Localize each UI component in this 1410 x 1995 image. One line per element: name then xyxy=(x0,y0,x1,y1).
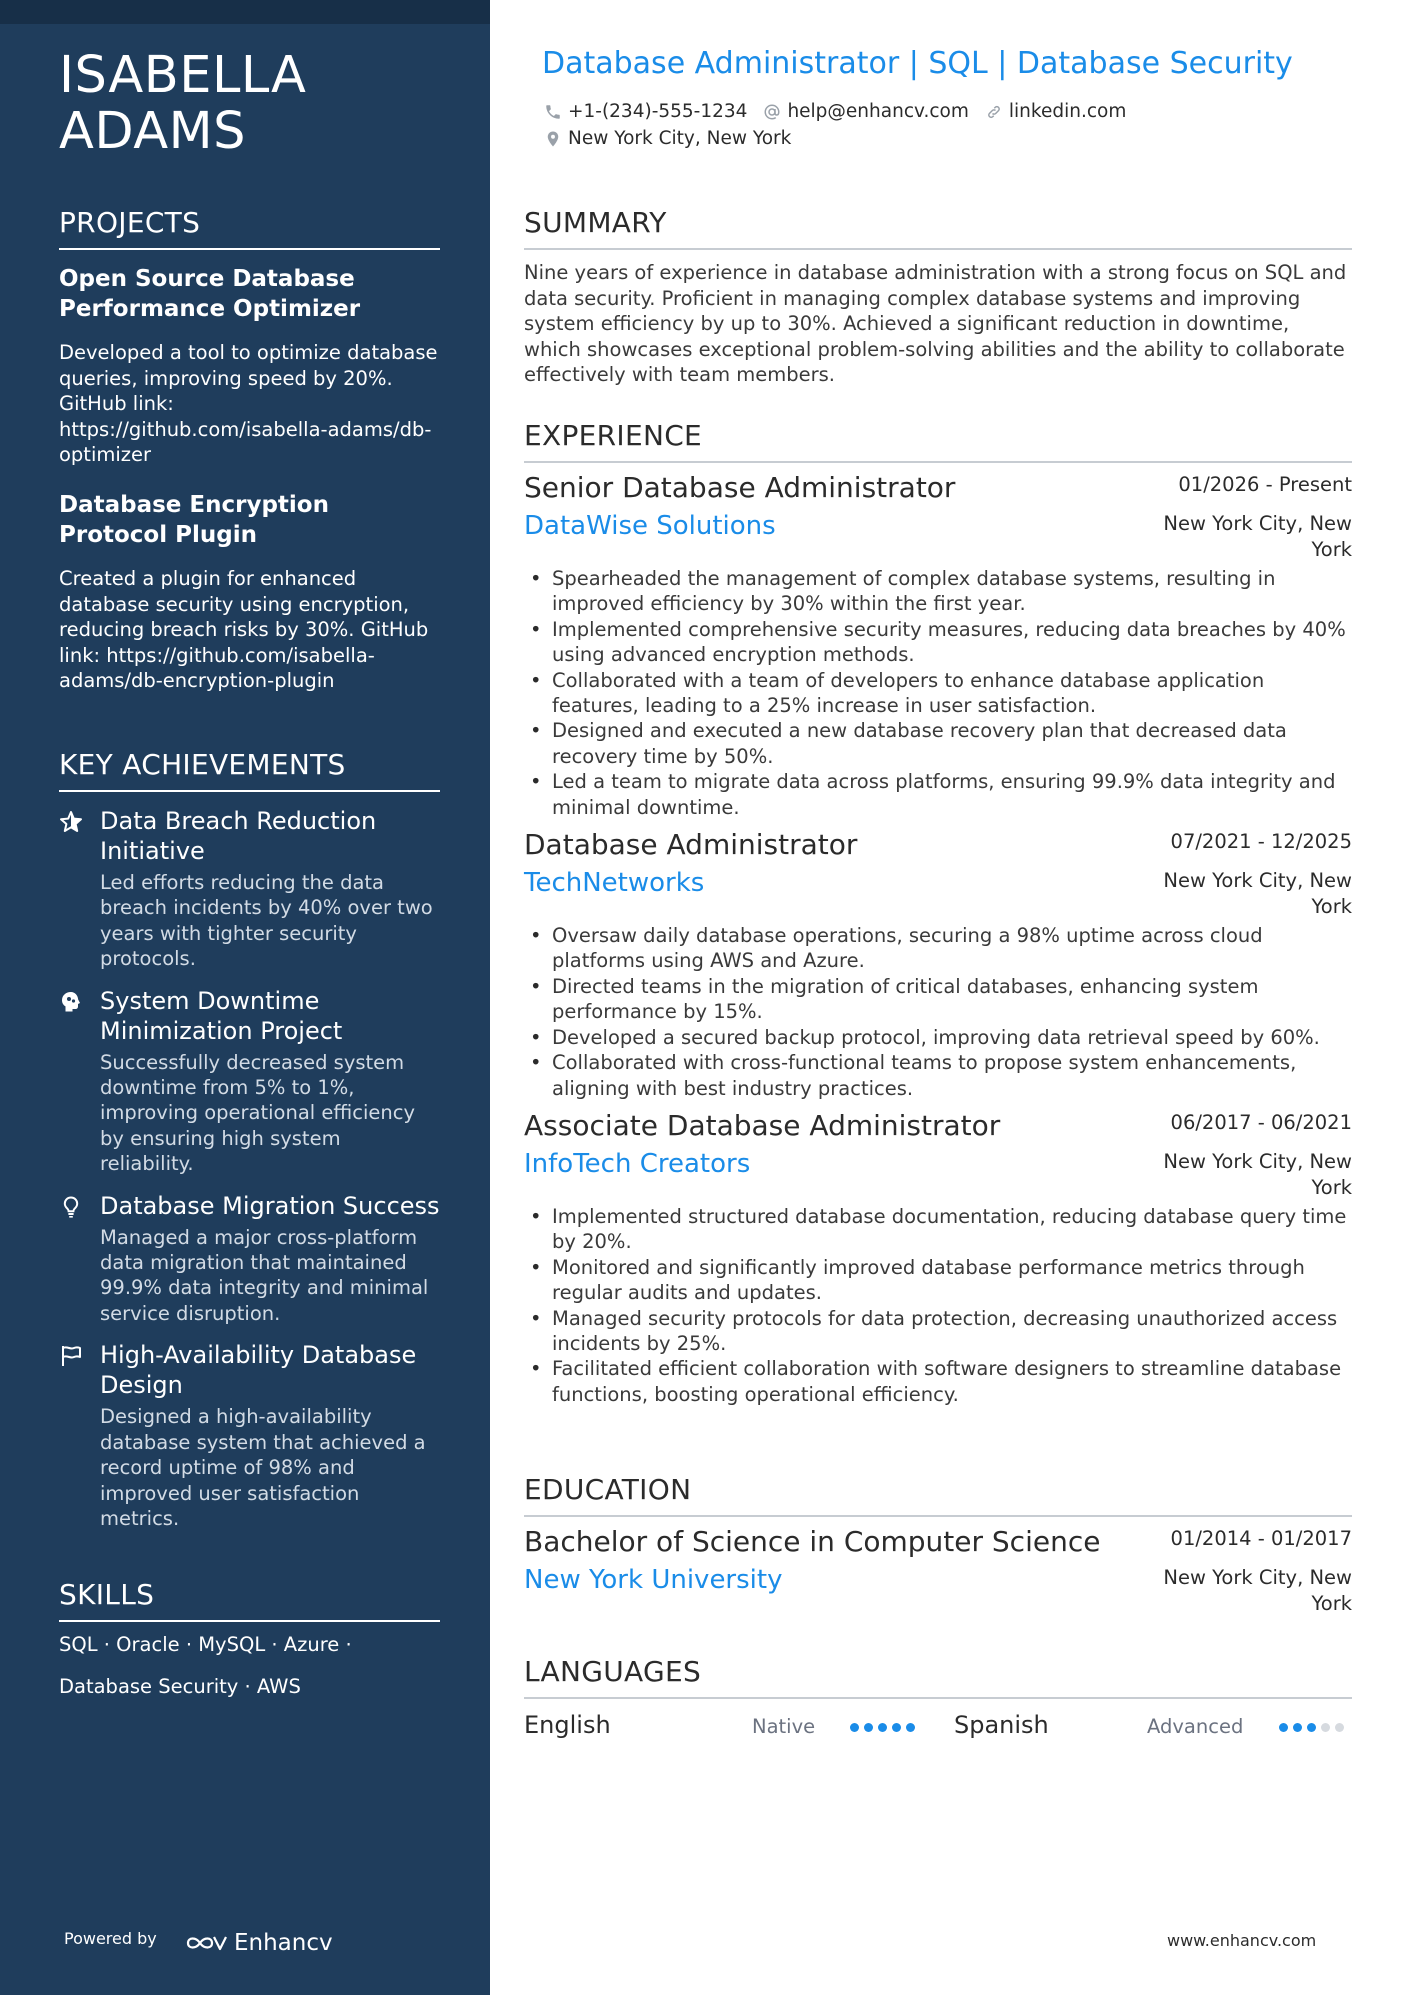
skills-heading: SKILLS xyxy=(59,1578,440,1622)
languages-row xyxy=(524,1707,1352,1751)
achievement-item xyxy=(59,986,440,1177)
powered-by-label: Powered by xyxy=(64,1929,157,1948)
projects-section xyxy=(59,206,440,716)
star-icon xyxy=(59,810,83,834)
enhancv-logo[interactable] xyxy=(184,1930,333,1956)
job-bullet: • Facilitated efficient collaboration with software designers to streamline database functions, boosting operational efficiency. xyxy=(524,1356,1352,1407)
education-section xyxy=(524,1473,1352,1620)
achievement-item xyxy=(59,1340,440,1531)
name-line-1: ISABELLA xyxy=(59,46,307,105)
sidebar xyxy=(0,0,490,1995)
language-name: English xyxy=(524,1711,611,1739)
skills-section xyxy=(59,1578,440,1708)
project-description: Developed a tool to optimize database queries, improving speed by 20%. GitHub link: https://github.com/isabella-adams/db-optimizer xyxy=(59,341,438,467)
job-bullets xyxy=(524,923,1352,1101)
job-bullet: • Monitored and significantly improved database performance metrics through regular audits and updates. xyxy=(524,1255,1352,1306)
job-bullet: • Collaborated with cross-functional teams to propose system enhancements, aligning with best industry practices. xyxy=(524,1050,1352,1101)
location-text: New York City, New York xyxy=(568,128,792,149)
job-bullet: • Directed teams in the migration of critical databases, enhancing system performance by 15%. xyxy=(524,974,1352,1025)
languages-heading: LANGUAGES xyxy=(524,1655,1352,1699)
job-entry xyxy=(524,826,1352,1101)
rating-dot xyxy=(1335,1723,1344,1732)
language-rating xyxy=(1279,1723,1344,1732)
linkedin-text: linkedin.com xyxy=(1008,101,1127,122)
job-location: New York City, New York xyxy=(1163,1149,1352,1199)
phone-text: +1-(234)-555-1234 xyxy=(568,101,748,122)
achievement-title: Data Breach Reduction Initiative xyxy=(100,807,377,865)
job-bullet: • Implemented comprehensive security measures, reducing data breaches by 40% using advanced encryption methods. xyxy=(524,617,1352,668)
footer-url[interactable]: www.enhancv.com xyxy=(1167,1931,1317,1950)
achievement-description: Led efforts reducing the data breach incidents by 40% over two years with tighter security protocols. xyxy=(100,871,433,971)
job-bullets xyxy=(524,1204,1352,1407)
achievement-description: Successfully decreased system downtime from 5% to 1%, improving operational efficiency by ensuring high system reliability. xyxy=(100,1050,415,1176)
job-title: Associate Database Administrator xyxy=(524,1108,1001,1142)
summary-section xyxy=(524,206,1352,388)
company-name[interactable]: InfoTech Creators xyxy=(524,1148,751,1179)
headline: Database Administrator | SQL | Database Security xyxy=(542,46,1293,81)
job-dates: 01/2026 - Present xyxy=(1178,473,1352,496)
job-bullet: • Developed a secured backup protocol, improving data retrieval speed by 60%. xyxy=(524,1025,1352,1050)
achievement-title: Database Migration Success xyxy=(100,1191,440,1220)
achievement-title: High-Availability Database Design xyxy=(100,1341,417,1400)
job-location: New York City, New York xyxy=(1163,869,1352,918)
experience-section xyxy=(524,419,1352,1407)
job-location: New York City, New York xyxy=(1163,512,1352,561)
job-title: Database Administrator xyxy=(524,828,858,862)
job-bullet: • Led a team to migrate data across platforms, ensuring 99.9% data integrity and minimal downtime. xyxy=(524,769,1352,820)
contact-row xyxy=(544,128,791,149)
achievement-item xyxy=(59,806,440,972)
project-item xyxy=(59,264,440,468)
projects-heading: PROJECTS xyxy=(59,206,440,250)
email-text: help@enhancv.com xyxy=(787,101,969,122)
job-bullet: • Managed security protocols for data protection, decreasing unauthorized access incidents by 25%. xyxy=(524,1306,1352,1357)
phone-icon xyxy=(544,103,562,121)
at-icon xyxy=(763,103,781,121)
education-location: New York City, New York xyxy=(1163,1566,1352,1615)
job-bullet: • Implemented structured database documentation, reducing database query time by 20%. xyxy=(524,1204,1352,1255)
summary-heading: SUMMARY xyxy=(524,206,1352,250)
rating-dot xyxy=(864,1723,873,1732)
achievements-heading: KEY ACHIEVEMENTS xyxy=(59,748,440,792)
company-name[interactable]: TechNetworks xyxy=(524,868,705,899)
job-bullet: • Collaborated with a team of developers to enhance database application features, leading to a 25% increase in user satisfaction. xyxy=(524,668,1352,719)
project-description: Created a plugin for enhanced database security using encryption, reducing breach risks by 30%. GitHub link: https://github.com/isabella-adams/db-encryption-plugin xyxy=(59,566,429,693)
language-rating xyxy=(850,1723,915,1732)
degree-title: Bachelor of Science in Computer Science xyxy=(524,1525,1101,1558)
job-dates: 07/2021 - 12/2025 xyxy=(1170,830,1352,854)
skills-line: SQL · Oracle · MySQL · Azure · xyxy=(59,1633,352,1656)
language-level: Advanced xyxy=(1147,1715,1244,1738)
project-title: Database Encryption Protocol Plugin xyxy=(59,491,329,548)
job-entry xyxy=(524,469,1352,820)
job-bullet: • Oversaw daily database operations, securing a 98% uptime across cloud platforms using AWS and Azure. xyxy=(524,923,1352,974)
rating-dot xyxy=(1307,1723,1316,1732)
achievement-description: Managed a major cross-platform data migration that maintained 99.9% data integrity and minimal service disruption. xyxy=(100,1225,429,1325)
contact-row xyxy=(544,101,1126,122)
link-icon xyxy=(985,103,1003,121)
enhancv-logo-icon xyxy=(184,1931,228,1955)
achievement-description: Designed a high-availability database system that achieved a record uptime of 98% and improved user satisfaction metrics. xyxy=(100,1405,426,1530)
rating-dot xyxy=(892,1723,901,1732)
job-bullet: • Spearheaded the management of complex database systems, resulting in improved efficiency by 30% within the first year. xyxy=(524,566,1352,617)
contact-linkedin[interactable] xyxy=(985,101,1126,122)
sidebar-top-bar xyxy=(0,0,490,24)
flag-icon xyxy=(59,1344,83,1368)
lightbulb-icon xyxy=(59,1195,83,1219)
name-line-2: ADAMS xyxy=(59,102,247,161)
achievements-section xyxy=(59,748,440,1545)
education-dates: 01/2014 - 01/2017 xyxy=(1170,1527,1352,1550)
job-entry xyxy=(524,1107,1352,1407)
contact-location xyxy=(544,128,791,149)
school-name[interactable]: New York University xyxy=(524,1565,783,1595)
job-bullet: • Designed and executed a new database recovery plan that decreased data recovery time by 50%. xyxy=(524,718,1352,769)
rating-dot xyxy=(850,1723,859,1732)
skills-line: Database Security · AWS xyxy=(59,1675,301,1698)
rating-dot xyxy=(878,1723,887,1732)
achievement-item xyxy=(59,1191,440,1327)
candidate-name xyxy=(59,48,459,160)
languages-section xyxy=(524,1655,1352,1751)
rating-dot xyxy=(1293,1723,1302,1732)
rating-dot xyxy=(1279,1723,1288,1732)
company-name[interactable]: DataWise Solutions xyxy=(524,511,776,541)
project-item xyxy=(59,490,440,694)
experience-heading: EXPERIENCE xyxy=(524,419,1352,463)
brain-icon xyxy=(59,990,83,1014)
job-bullets xyxy=(524,566,1352,820)
rating-dot xyxy=(906,1723,915,1732)
language-name: Spanish xyxy=(954,1711,1049,1739)
job-dates: 06/2017 - 06/2021 xyxy=(1170,1110,1352,1134)
education-heading: EDUCATION xyxy=(524,1473,1352,1517)
summary-text: Nine years of experience in database administration with a strong focus on SQL and data security. Proficient in managing complex database systems and improving system efficiency by up to 30%. Achieved a significant reduction in downtime, which showcases exceptional problem-solving abilities and the ability to collaborate effectively with team members. xyxy=(524,261,1347,387)
contact-email[interactable] xyxy=(763,101,968,122)
education-entry xyxy=(524,1523,1352,1620)
project-title: Open Source Database Performance Optimizer xyxy=(59,266,361,322)
enhancv-brand: Enhancv xyxy=(234,1930,333,1956)
language-level: Native xyxy=(752,1715,816,1738)
location-pin-icon xyxy=(544,130,562,148)
contact-phone[interactable] xyxy=(544,101,747,122)
achievement-title: System Downtime Minimization Project xyxy=(100,986,343,1045)
job-title: Senior Database Administrator xyxy=(524,471,956,504)
rating-dot xyxy=(1321,1723,1330,1732)
